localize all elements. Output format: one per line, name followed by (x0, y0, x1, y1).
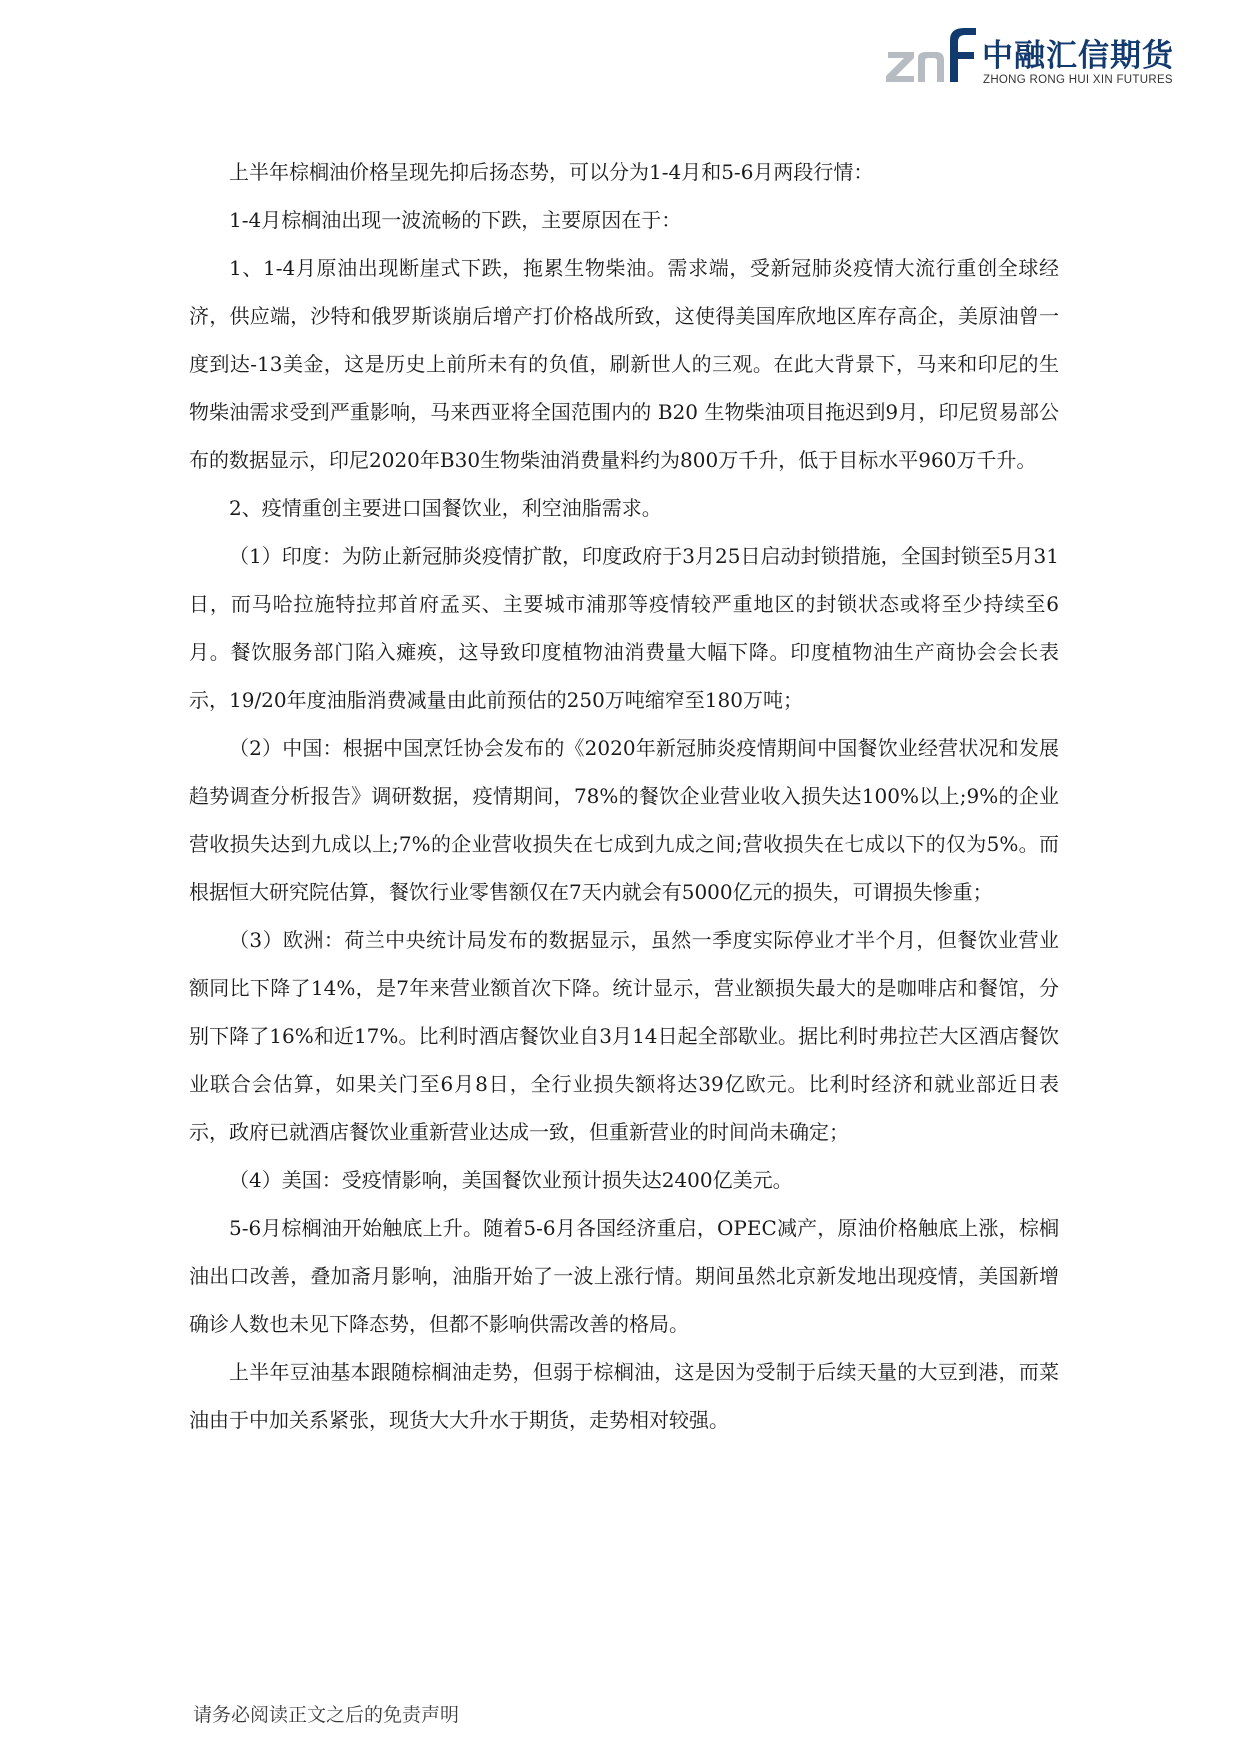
paragraph: （3）欧洲：荷兰中央统计局发布的数据显示，虽然一季度实际停业才半个月，但餐饮业营业额同比下降了14%，是7年来营业额首次下降。统计显示，营业额损失最大的是咖啡店和餐馆，分别下降了16%和近17%。比利时酒店餐饮业自3月14日起全部歇业。据比利时弗拉芒大区酒店餐饮业联合会估算，如果关门至6月8日，全行业损失额将达39亿欧元。比利时经济和就业部近日表示，政府已就酒店餐饮业重新营业达成一致，但重新营业的时间尚未确定； (189, 928, 1059, 1144)
paragraph: 上半年棕榈油价格呈现先抑后扬态势，可以分为1-4月和5-6月两段行情： (229, 160, 874, 184)
paragraph: （2）中国：根据中国烹饪协会发布的《2020年新冠肺炎疫情期间中国餐饮业经营状况和发展趋势调查分析报告》调研数据，疫情期间，78%的餐饮企业营业收入损失达100%以上;9%的企业营收损失达到九成以上;7%的企业营收损失在七成到九成之间;营收损失在七成以下的仅为5%。而根据恒大研究院估算，餐饮行业零售额仅在7天内就会有5000亿元的损失，可谓损失惨重； (189, 736, 1059, 904)
paragraph: 5-6月棕榈油开始触底上升。随着5-6月各国经济重启，OPEC减产，原油价格触底上涨，棕榈油出口改善，叠加斋月影响，油脂开始了一波上涨行情。期间虽然北京新发地出现疫情，美国新增确诊人数也未见下降态势，但都不影响供需改善的格局。 (189, 1216, 1059, 1336)
logo-english-name: ZHONG RONG HUI XIN FUTURES (983, 74, 1173, 86)
znf-logo-mark-icon (884, 22, 980, 96)
paragraph: （4）美国：受疫情影响，美国餐饮业预计损失达2400亿美元。 (229, 1168, 793, 1192)
paragraph: 1-4月棕榈油出现一波流畅的下跌，主要原因在于： (229, 208, 682, 232)
logo-chinese-name: 中融汇信期货 (982, 38, 1174, 74)
paragraph: 2、疫情重创主要进口国餐饮业，利空油脂需求。 (229, 496, 662, 520)
document-body (189, 148, 1059, 1444)
paragraph: 1、1-4月原油出现断崖式下跌，拖累生物柴油。需求端，受新冠肺炎疫情大流行重创全球经济，供应端，沙特和俄罗斯谈崩后增产打价格战所致，这使得美国库欣地区库存高企，美原油曾一度到达-13美金，这是历史上前所未有的负值，刷新世人的三观。在此大背景下，马来和印尼的生物柴油需求受到严重影响，马来西亚将全国范围内的 B20 生物柴油项目拖迟到9月，印尼贸易部公布的数据显示，印尼2020年B30生物柴油消费量料约为800万千升，低于目标水平960万千升。 (189, 256, 1059, 472)
company-logo (884, 22, 1174, 96)
paragraph: （1）印度：为防止新冠肺炎疫情扩散，印度政府于3月25日启动封锁措施，全国封锁至5月31日，而马哈拉施特拉邦首府孟买、主要城市浦那等疫情较严重地区的封锁状态或将至少持续至6月。餐饮服务部门陷入瘫痪，这导致印度植物油消费量大幅下降。印度植物油生产商协会会长表示，19/20年度油脂消费减量由此前预估的250万吨缩窄至180万吨； (189, 544, 1059, 712)
footer-disclaimer: 请务必阅读正文之后的免责声明 (193, 1704, 460, 1726)
paragraph: 上半年豆油基本跟随棕榈油走势，但弱于棕榈油，这是因为受制于后续天量的大豆到港，而菜油由于中加关系紧张，现货大大升水于期货，走势相对较强。 (189, 1360, 1059, 1432)
